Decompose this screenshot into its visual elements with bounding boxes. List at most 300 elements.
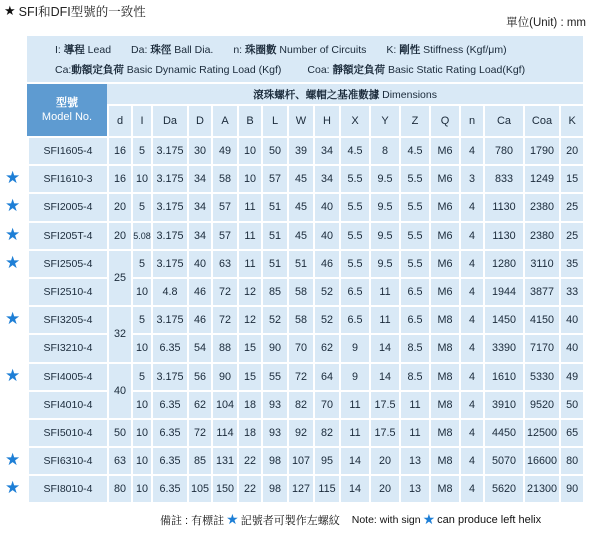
model-header <box>27 84 107 136</box>
cell-b: 10 <box>237 164 261 192</box>
cell-z: 6.5 <box>399 305 429 333</box>
legend-term-zh: 珠圈數 <box>245 44 277 56</box>
cell-x: 5.5 <box>339 164 369 192</box>
cell-b: 15 <box>237 362 261 390</box>
legend-key: K: <box>386 44 400 56</box>
cell-n: 4 <box>459 249 483 277</box>
dimensions-header-en: Dimensions <box>379 88 437 101</box>
cell-d: 72 <box>187 418 211 446</box>
cell-z: 5.5 <box>399 192 429 220</box>
table-row <box>27 136 583 164</box>
cell-n: 4 <box>459 474 483 502</box>
cell-da: 4.8 <box>151 277 187 305</box>
cell-d: 54 <box>187 333 211 361</box>
legend-row-2 <box>55 62 525 77</box>
cell-coa: 1249 <box>523 164 559 192</box>
spec-table <box>27 84 583 502</box>
cell-z: 11 <box>399 418 429 446</box>
cell-z: 5.5 <box>399 249 429 277</box>
cell-n: 4 <box>459 221 483 249</box>
cell-w: 58 <box>287 277 313 305</box>
column-header-coa: Coa <box>523 104 559 136</box>
cell-w: 51 <box>287 249 313 277</box>
cell-h: 64 <box>313 362 339 390</box>
cell-coa: 12500 <box>523 418 559 446</box>
blue-star-icon: ★ <box>5 252 21 272</box>
model-cell: SFI1610-3 <box>27 164 107 192</box>
cell-i: 10 <box>131 390 151 418</box>
legend-key: Ca: <box>55 64 72 76</box>
cell-l: 51 <box>261 192 287 220</box>
cell-k: 50 <box>559 390 583 418</box>
cell-k: 35 <box>559 249 583 277</box>
cell-y: 9.5 <box>369 164 399 192</box>
note-zh-after: 記號者可製作左螺紋 <box>240 514 340 527</box>
page-title <box>4 2 146 20</box>
cell-x: 5.5 <box>339 221 369 249</box>
blue-star-icon: ★ <box>5 365 21 385</box>
cell-d: 56 <box>187 362 211 390</box>
cell-d: 20 <box>107 192 131 220</box>
cell-da: 6.35 <box>151 333 187 361</box>
cell-ca: 1450 <box>483 305 523 333</box>
model-cell: SFI1605-4 <box>27 136 107 164</box>
cell-ca: 833 <box>483 164 523 192</box>
cell-q: M8 <box>429 446 459 474</box>
cell-d: 30 <box>187 136 211 164</box>
cell-n: 4 <box>459 192 483 220</box>
cell-l: 55 <box>261 362 287 390</box>
cell-x: 6.5 <box>339 305 369 333</box>
column-header-da: Da <box>151 104 187 136</box>
column-header-z: Z <box>399 104 429 136</box>
cell-w: 70 <box>287 333 313 361</box>
cell-y: 8 <box>369 136 399 164</box>
cell-b: 11 <box>237 192 261 220</box>
cell-coa: 2380 <box>523 221 559 249</box>
column-header-l: L <box>261 104 287 136</box>
cell-a: 131 <box>211 446 237 474</box>
cell-w: 45 <box>287 164 313 192</box>
cell-q: M8 <box>429 390 459 418</box>
cell-b: 18 <box>237 390 261 418</box>
cell-i: 5 <box>131 249 151 277</box>
blue-star-icon: ★ <box>226 511 239 527</box>
table-row <box>27 446 583 474</box>
legend-box <box>27 36 583 82</box>
cell-a: 57 <box>211 221 237 249</box>
cell-a: 114 <box>211 418 237 446</box>
cell-ca: 780 <box>483 136 523 164</box>
legend-row-1 <box>55 42 507 57</box>
cell-z: 13 <box>399 446 429 474</box>
column-header-y: Y <box>369 104 399 136</box>
cell-z: 6.5 <box>399 277 429 305</box>
column-header-x: X <box>339 104 369 136</box>
cell-k: 33 <box>559 277 583 305</box>
cell-x: 9 <box>339 333 369 361</box>
table-row <box>27 418 583 446</box>
cell-d: 16 <box>107 164 131 192</box>
cell-a: 88 <box>211 333 237 361</box>
legend-term-zh: 導程 <box>63 44 85 56</box>
cell-l: 51 <box>261 249 287 277</box>
cell-l: 93 <box>261 418 287 446</box>
cell-n: 4 <box>459 136 483 164</box>
cell-y: 11 <box>369 277 399 305</box>
cell-q: M8 <box>429 362 459 390</box>
cell-w: 72 <box>287 362 313 390</box>
cell-ca: 4450 <box>483 418 523 446</box>
cell-coa: 3110 <box>523 249 559 277</box>
column-header-k: K <box>559 104 583 136</box>
cell-l: 52 <box>261 305 287 333</box>
cell-l: 90 <box>261 333 287 361</box>
cell-n: 4 <box>459 362 483 390</box>
cell-z: 8.5 <box>399 362 429 390</box>
cell-d: 62 <box>187 390 211 418</box>
cell-d: 34 <box>187 164 211 192</box>
cell-da: 3.175 <box>151 164 187 192</box>
legend-item <box>55 62 281 77</box>
model-cell: SFI4010-4 <box>27 390 107 418</box>
legend-term-en: Stiffness (Kgf/μm) <box>420 44 507 56</box>
cell-w: 45 <box>287 221 313 249</box>
cell-h: 34 <box>313 164 339 192</box>
cell-i: 10 <box>131 474 151 502</box>
cell-y: 14 <box>369 333 399 361</box>
legend-item <box>386 42 506 57</box>
cell-coa: 21300 <box>523 474 559 502</box>
column-header-n: n <box>459 104 483 136</box>
cell-x: 4.5 <box>339 136 369 164</box>
cell-a: 58 <box>211 164 237 192</box>
cell-i: 10 <box>131 333 151 361</box>
cell-ca: 1280 <box>483 249 523 277</box>
cell-q: M8 <box>429 305 459 333</box>
cell-d: 105 <box>187 474 211 502</box>
legend-term-en: Number of Circuits <box>276 44 367 56</box>
cell-d: 85 <box>187 446 211 474</box>
cell-coa: 9520 <box>523 390 559 418</box>
cell-b: 12 <box>237 305 261 333</box>
legend-term-en: Lead <box>84 44 112 56</box>
legend-item <box>307 62 525 77</box>
note-en-after: can produce left helix <box>437 513 542 526</box>
cell-h: 70 <box>313 390 339 418</box>
column-header-i: I <box>131 104 151 136</box>
model-cell: SFI205T-4 <box>27 221 107 249</box>
cell-d: 50 <box>107 418 131 446</box>
dimensions-header <box>107 84 583 104</box>
cell-b: 10 <box>237 136 261 164</box>
legend-item <box>131 42 213 57</box>
cell-d: 80 <box>107 474 131 502</box>
cell-a: 104 <box>211 390 237 418</box>
model-cell: SFI3210-4 <box>27 333 107 361</box>
cell-b: 11 <box>237 249 261 277</box>
cell-x: 14 <box>339 474 369 502</box>
cell-z: 11 <box>399 390 429 418</box>
dimensions-header-zh: 滾珠螺杆、螺帽之基准數據 <box>253 88 380 101</box>
cell-x: 6.5 <box>339 277 369 305</box>
cell-q: M6 <box>429 136 459 164</box>
model-cell: SFI2510-4 <box>27 277 107 305</box>
cell-d: 46 <box>187 305 211 333</box>
cell-l: 51 <box>261 221 287 249</box>
cell-i: 5 <box>131 192 151 220</box>
legend-term-zh: 剛性 <box>399 44 421 56</box>
cell-d: 34 <box>187 221 211 249</box>
cell-b: 12 <box>237 277 261 305</box>
blue-star-icon: ★ <box>5 224 21 244</box>
cell-h: 52 <box>313 305 339 333</box>
cell-a: 72 <box>211 277 237 305</box>
cell-ca: 5620 <box>483 474 523 502</box>
column-header-b: B <box>237 104 261 136</box>
cell-k: 25 <box>559 192 583 220</box>
model-cell: SFI2505-4 <box>27 249 107 277</box>
legend-key: n: <box>233 44 246 56</box>
column-header-d: D <box>187 104 211 136</box>
footnote <box>160 511 541 528</box>
cell-d: 25 <box>107 249 131 305</box>
column-header-a: A <box>211 104 237 136</box>
spec-table-wrap <box>27 84 583 502</box>
blue-star-icon: ★ <box>5 478 21 498</box>
cell-x: 11 <box>339 418 369 446</box>
cell-k: 40 <box>559 305 583 333</box>
cell-d: 40 <box>107 362 131 418</box>
cell-h: 115 <box>313 474 339 502</box>
cell-i: 5 <box>131 362 151 390</box>
legend-term-zh: 動額定負荷 <box>71 64 124 76</box>
cell-ca: 1944 <box>483 277 523 305</box>
cell-n: 4 <box>459 305 483 333</box>
cell-b: 15 <box>237 333 261 361</box>
cell-i: 10 <box>131 446 151 474</box>
column-header-h: H <box>313 104 339 136</box>
legend-term-en: Ball Dia. <box>171 44 214 56</box>
cell-q: M6 <box>429 277 459 305</box>
cell-a: 57 <box>211 192 237 220</box>
cell-y: 17.5 <box>369 418 399 446</box>
cell-y: 14 <box>369 362 399 390</box>
cell-coa: 5330 <box>523 362 559 390</box>
model-header-en: Model No. <box>41 111 93 123</box>
table-row <box>27 221 583 249</box>
cell-da: 6.35 <box>151 418 187 446</box>
legend-key: I: <box>55 44 64 56</box>
cell-h: 62 <box>313 333 339 361</box>
cell-i: 5 <box>131 305 151 333</box>
legend-item <box>233 42 366 57</box>
legend-term-en: Basic Dynamic Rating Load (Kgf) <box>123 64 282 76</box>
cell-w: 39 <box>287 136 313 164</box>
cell-z: 5.5 <box>399 221 429 249</box>
column-header-w: W <box>287 104 313 136</box>
model-cell: SFI3205-4 <box>27 305 107 333</box>
cell-x: 5.5 <box>339 249 369 277</box>
blue-star-icon: ★ <box>5 309 21 329</box>
title-text: SFI和DFI型號的一致性 <box>18 5 146 19</box>
cell-y: 20 <box>369 474 399 502</box>
cell-coa: 2380 <box>523 192 559 220</box>
cell-z: 5.5 <box>399 164 429 192</box>
cell-i: 10 <box>131 164 151 192</box>
note-zh-before: 備註 : 有標註 <box>160 514 225 527</box>
cell-d: 32 <box>107 305 131 361</box>
cell-h: 40 <box>313 192 339 220</box>
cell-coa: 16600 <box>523 446 559 474</box>
cell-q: M8 <box>429 333 459 361</box>
cell-da: 6.35 <box>151 474 187 502</box>
legend-term-zh: 珠徑 <box>150 44 172 56</box>
cell-ca: 3390 <box>483 333 523 361</box>
cell-coa: 4150 <box>523 305 559 333</box>
cell-y: 9.5 <box>369 249 399 277</box>
column-header-ca: Ca <box>483 104 523 136</box>
cell-y: 9.5 <box>369 192 399 220</box>
cell-b: 11 <box>237 221 261 249</box>
column-header-q: Q <box>429 104 459 136</box>
cell-x: 14 <box>339 446 369 474</box>
cell-q: M6 <box>429 164 459 192</box>
cell-d: 40 <box>187 249 211 277</box>
cell-z: 4.5 <box>399 136 429 164</box>
cell-z: 8.5 <box>399 333 429 361</box>
cell-l: 93 <box>261 390 287 418</box>
table-row <box>27 192 583 220</box>
cell-q: M6 <box>429 192 459 220</box>
cell-w: 107 <box>287 446 313 474</box>
cell-x: 5.5 <box>339 192 369 220</box>
cell-d: 16 <box>107 136 131 164</box>
cell-da: 3.175 <box>151 136 187 164</box>
cell-l: 85 <box>261 277 287 305</box>
cell-coa: 7170 <box>523 333 559 361</box>
cell-a: 63 <box>211 249 237 277</box>
cell-b: 18 <box>237 418 261 446</box>
cell-k: 80 <box>559 446 583 474</box>
cell-da: 6.35 <box>151 446 187 474</box>
cell-ca: 1610 <box>483 362 523 390</box>
cell-a: 150 <box>211 474 237 502</box>
cell-y: 11 <box>369 305 399 333</box>
cell-d: 34 <box>187 192 211 220</box>
legend-term-en: Basic Static Rating Load(Kgf) <box>385 64 526 76</box>
cell-q: M6 <box>429 221 459 249</box>
cell-ca: 1130 <box>483 192 523 220</box>
cell-n: 4 <box>459 446 483 474</box>
cell-ca: 5070 <box>483 446 523 474</box>
cell-d: 63 <box>107 446 131 474</box>
cell-a: 90 <box>211 362 237 390</box>
cell-h: 95 <box>313 446 339 474</box>
unit-label: 單位(Unit) : mm <box>506 17 586 29</box>
table-row <box>27 249 583 277</box>
cell-l: 57 <box>261 164 287 192</box>
black-star-icon: ★ <box>4 3 16 18</box>
cell-l: 98 <box>261 446 287 474</box>
cell-n: 4 <box>459 277 483 305</box>
cell-x: 11 <box>339 390 369 418</box>
blue-star-icon: ★ <box>5 168 21 188</box>
cell-k: 15 <box>559 164 583 192</box>
blue-star-icon: ★ <box>5 450 21 470</box>
table-row <box>27 305 583 333</box>
cell-h: 46 <box>313 249 339 277</box>
cell-k: 40 <box>559 333 583 361</box>
cell-x: 9 <box>339 362 369 390</box>
cell-w: 58 <box>287 305 313 333</box>
legend-item <box>55 42 111 57</box>
cell-n: 4 <box>459 333 483 361</box>
table-row <box>27 362 583 390</box>
cell-n: 4 <box>459 418 483 446</box>
cell-k: 25 <box>559 221 583 249</box>
model-cell: SFI8010-4 <box>27 474 107 502</box>
cell-z: 13 <box>399 474 429 502</box>
cell-a: 72 <box>211 305 237 333</box>
cell-k: 90 <box>559 474 583 502</box>
cell-b: 22 <box>237 474 261 502</box>
model-cell: SFI4005-4 <box>27 362 107 390</box>
cell-q: M6 <box>429 249 459 277</box>
cell-coa: 3877 <box>523 277 559 305</box>
cell-n: 3 <box>459 164 483 192</box>
cell-n: 4 <box>459 390 483 418</box>
cell-i: 5.08 <box>131 221 151 249</box>
cell-da: 3.175 <box>151 249 187 277</box>
cell-da: 6.35 <box>151 390 187 418</box>
cell-w: 92 <box>287 418 313 446</box>
legend-key: Coa: <box>307 64 333 76</box>
cell-a: 49 <box>211 136 237 164</box>
table-row <box>27 474 583 502</box>
cell-ca: 3910 <box>483 390 523 418</box>
cell-y: 9.5 <box>369 221 399 249</box>
cell-w: 127 <box>287 474 313 502</box>
cell-h: 40 <box>313 221 339 249</box>
cell-d: 20 <box>107 221 131 249</box>
cell-b: 22 <box>237 446 261 474</box>
model-cell: SFI5010-4 <box>27 418 107 446</box>
cell-y: 17.5 <box>369 390 399 418</box>
model-header-zh: 型號 <box>56 97 78 109</box>
cell-da: 3.175 <box>151 192 187 220</box>
cell-k: 49 <box>559 362 583 390</box>
cell-q: M8 <box>429 474 459 502</box>
model-cell: SFI2005-4 <box>27 192 107 220</box>
cell-h: 82 <box>313 418 339 446</box>
blue-star-icon: ★ <box>5 196 21 216</box>
cell-ca: 1130 <box>483 221 523 249</box>
cell-da: 3.175 <box>151 221 187 249</box>
table-body <box>27 136 583 502</box>
cell-w: 45 <box>287 192 313 220</box>
column-header-row <box>27 104 583 136</box>
model-cell: SFI6310-4 <box>27 446 107 474</box>
note-en-before: Note: with sign <box>351 513 421 526</box>
cell-i: 10 <box>131 418 151 446</box>
cell-k: 65 <box>559 418 583 446</box>
cell-q: M8 <box>429 418 459 446</box>
legend-key: Da: <box>131 44 151 56</box>
cell-coa: 1790 <box>523 136 559 164</box>
cell-da: 3.175 <box>151 305 187 333</box>
table-row <box>27 164 583 192</box>
